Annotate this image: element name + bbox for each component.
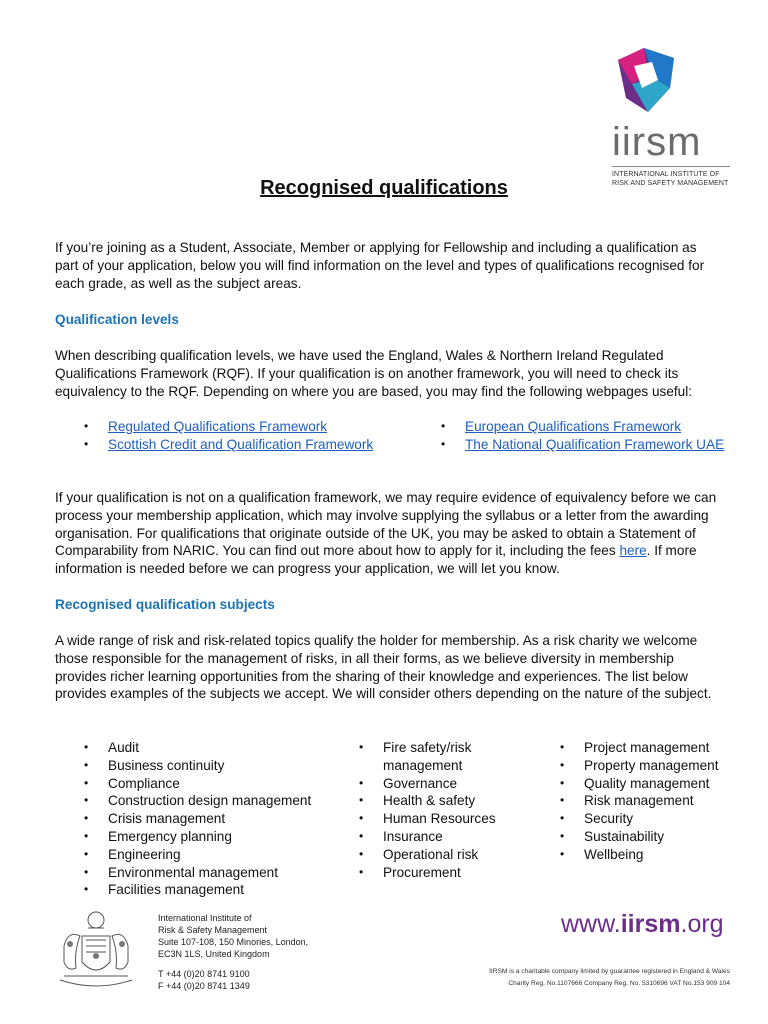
- subjects-paragraph: A wide range of risk and risk-related topics qualify the holder for membership. As a risk charity we welcome those responsible for the management of risks, in all their forms, as we believe diversity in membership provides richer learning opportunities from the sharing of their knowledge and experiences. The list below provides examples of the subjects we accept. We will consider others depending on the nature of the subject.: [55, 633, 712, 702]
- subject-list-item: • Human Resources: [359, 810, 519, 828]
- framework-links-left: [84, 418, 404, 454]
- address-line: Risk & Safety Management: [158, 925, 268, 935]
- subject-list-item: • Security: [560, 810, 730, 828]
- address-line: International Institute of: [158, 913, 252, 923]
- subject-list-item: • Engineering: [84, 846, 344, 864]
- charity-registration: [489, 966, 730, 990]
- subject-list-item: • Risk management: [560, 792, 730, 810]
- subject-list-item: • Property management: [560, 757, 730, 775]
- rqf-link[interactable]: Regulated Qualifications Framework: [108, 419, 328, 434]
- equivalency-text-end: . If more information is needed before we can progress your application, we will let you know.: [55, 543, 697, 577]
- equivalency-text-start: If your qualification is not on a qualification framework, we may require evidence of equivalency before we can process your membership application, which may involve supplying the syllabus or a letter from the awarding organisation. For qualifications that originate outside of the UK, you may be asked to obtain a Statement of Comparability from NARIC. You can find out more about how to apply for it, including the fees: [55, 490, 717, 559]
- subject-list-item: • Compliance: [84, 775, 344, 793]
- subjects-column-3: [560, 739, 730, 864]
- charity-line-1: IIRSM is a charitable company limited by guarantee registered in England & Wales: [489, 968, 730, 975]
- subject-list-item: • Business continuity: [84, 757, 344, 775]
- framework-links-right: [441, 418, 731, 454]
- recognised-subjects-heading: Recognised qualification subjects: [55, 597, 275, 612]
- shield-logo-icon: [614, 44, 678, 116]
- subject-list-item: • Crisis management: [84, 810, 344, 828]
- levels-paragraph: When describing qualification levels, we have used the England, Wales & Northern Ireland Regulated Qualifications Framework (RQF). If your qualification is on another framework, you will need to check its equivalency to the RQF. Depending on where you are based, you may find the following webpages useful:: [55, 348, 693, 399]
- list-item: [84, 436, 404, 454]
- eqf-link[interactable]: European Qualifications Framework: [465, 419, 682, 434]
- subject-list-item: • Governance: [359, 775, 519, 793]
- logo-wordmark: iirsm: [612, 120, 702, 164]
- subject-list-item: • Sustainability: [560, 828, 730, 846]
- fax-number: F +44 (0)20 8741 1349: [158, 981, 250, 991]
- subject-list-item: • Emergency planning: [84, 828, 344, 846]
- subject-list-item: • Procurement: [359, 864, 519, 882]
- iirsm-logo: [612, 44, 742, 188]
- intro-paragraph: If you’re joining as a Student, Associate, Member or applying for Fellowship and including a qualification as part of your application, below you will find information on the level and types of qualifications recognised for each grade, as well as the subject areas.: [55, 240, 705, 291]
- subject-list-item: • Project management: [560, 739, 730, 757]
- uae-nqf-link[interactable]: The National Qualification Framework UAE: [465, 436, 725, 452]
- scqf-link[interactable]: Scottish Credit and Qualification Framework: [108, 436, 374, 452]
- subject-list-item: • Operational risk: [359, 846, 519, 864]
- website-url: [561, 910, 724, 939]
- footer-address: [158, 912, 308, 992]
- subject-list-item: • Quality management: [560, 775, 730, 793]
- web-brand: iirsm: [620, 910, 681, 938]
- phone-number: T +44 (0)20 8741 9100: [158, 969, 250, 979]
- web-prefix: www.: [561, 910, 621, 938]
- list-item: [441, 418, 731, 436]
- subjects-column-2: [359, 739, 519, 881]
- address-line: Suite 107-108, 150 Minories, London,: [158, 937, 309, 947]
- web-suffix: .org: [680, 910, 724, 938]
- subject-list-item: • Insurance: [359, 828, 519, 846]
- naric-fees-link[interactable]: here: [619, 543, 647, 559]
- logo-subtitle-line-1: INTERNATIONAL INSTITUTE OF: [612, 171, 720, 178]
- page-title: Recognised qualifications: [260, 177, 508, 199]
- subject-list-item: • Construction design management: [84, 792, 344, 810]
- coat-of-arms-icon: [54, 906, 138, 992]
- list-item: [441, 436, 731, 454]
- subjects-column-1: [84, 739, 344, 899]
- subject-list-item: • Environmental management: [84, 864, 344, 882]
- equivalency-paragraph: [55, 489, 720, 578]
- list-item: [84, 418, 404, 436]
- qualification-levels-heading: Qualification levels: [55, 312, 179, 327]
- address-line: EC3N 1LS, United Kingdom: [158, 949, 270, 959]
- subject-list-item: • Fire safety/risk management: [359, 739, 519, 775]
- subject-list-item: • Health & safety: [359, 792, 519, 810]
- logo-subtitle-line-2: RISK AND SAFETY MANAGEMENT: [612, 180, 729, 187]
- charity-line-2: Charity Reg. No.1107666 Company Reg. No. 5310696 VAT No.153 909 104: [508, 980, 730, 987]
- subject-list-item: • Wellbeing: [560, 846, 730, 864]
- subject-list-item: • Facilities management: [84, 881, 344, 899]
- subject-list-item: • Audit: [84, 739, 344, 757]
